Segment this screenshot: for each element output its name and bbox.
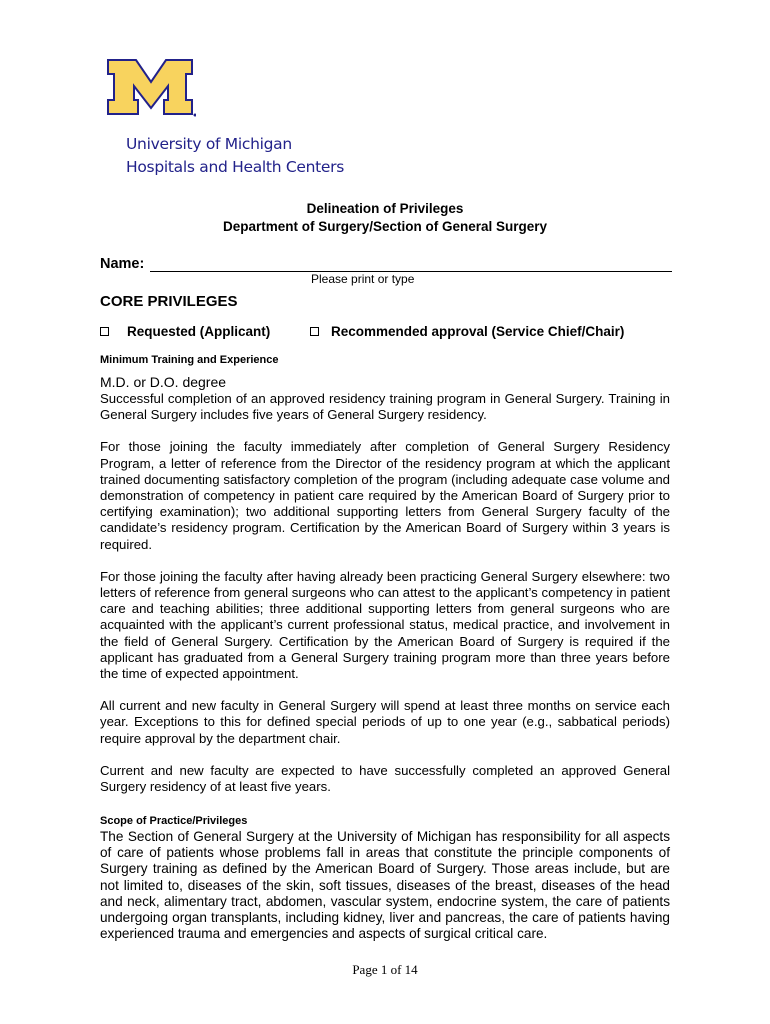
recommended-checkbox[interactable] [310,327,319,336]
requested-checkbox[interactable] [100,327,109,336]
requested-checkbox-row[interactable] [100,324,270,339]
paragraph: Current and new faculty are expected to have successfully completed an approved General Surgery residency of at least five years. [100,762,670,795]
name-field-row [100,256,672,272]
paragraph: For those joining the faculty after having already been practicing General Surgery elsewhere: two letters of reference from general surgeons who can attest to the applicant’s competency in patient care and teaching abilities; three additional supporting letters from general surgeons who are acquainted with the applicant’s current professional status, medical practice, and involvement in the field of General Surgery. Certification by the American Board of Surgery is required if the applicant has graduated from a General Surgery training program more than three years before the time of expected appointment. [100,568,670,682]
paragraph: For those joining the faculty immediately after completion of General Surgery Residency Program, a letter of reference from the Director of the residency program at which the applicant trained documenting satisfactory completion of the program (including adequate case volume and demonstration of competency in patient care required by the American Board of Surgery prior to certifying examination); two additional supporting letters from General Surgery faculty of the candidate’s residency program. Certification by the American Board of Surgery within 3 years is required. [100,439,670,552]
recommended-checkbox-row[interactable] [310,324,624,339]
paragraph: All current and new faculty in General Surgery will spend at least three months on service each year. Exceptions to this for defined special periods of up to one year (e.g., sabbatical periods) require approval by the department chair. [100,698,670,746]
document-title [100,200,670,236]
scope-body [100,829,670,942]
title-line-2: Department of Surgery/Section of General Surgery [222,219,548,234]
name-input[interactable] [150,257,672,272]
recommended-label: Recommended approval (Service Chief/Chair) [331,324,625,339]
core-privileges-heading: CORE PRIVILEGES [100,293,238,310]
page-number: Page 1 of 14 [352,962,418,977]
organization-name [126,133,344,179]
university-m-logo [106,58,196,120]
paragraph: Successful completion of an approved residency training program in General Surgery. Training in General Surgery includes five years of General Surgery residency. [100,391,670,423]
name-label: Name: [100,256,145,272]
org-line-1: University of Michigan [126,135,292,153]
scope-text: The Section of General Surgery at the University of Michigan has responsibility for all aspects of care of patients whose problems fall in areas that constitute the principle components of Surgery training as defined by the American Board of Surgery. Those areas include, but are not limited to, diseases of the skin, soft tissues, diseases of the breast, diseases of the head and neck, alimentary tract, abdomen, vascular system, endocrine system, the care of patients undergoing organ transplants, including kidney, liver and pancreas, the care of patients having experienced trauma and emergencies and aspects of surgical critical care. [100,829,670,942]
scope-heading: Scope of Practice/Privileges [100,815,248,827]
name-hint: Please print or type [311,272,415,286]
min-training-heading: Minimum Training and Experience [100,354,279,366]
degree-requirement: M.D. or D.O. degree [100,374,227,390]
requested-label: Requested (Applicant) [127,324,271,339]
org-line-2: Hospitals and Health Centers [126,158,345,176]
min-training-body [100,374,670,811]
title-line-1: Delineation of Privileges [306,201,464,216]
